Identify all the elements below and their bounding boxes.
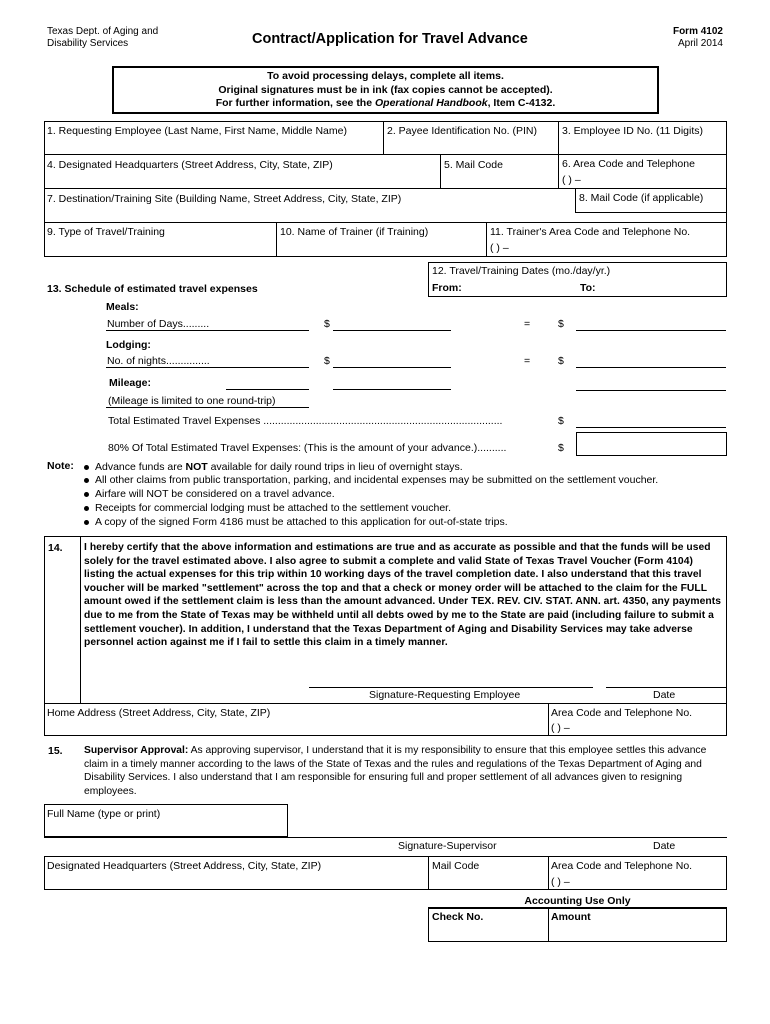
supervisor-signature-line[interactable] [44, 837, 727, 838]
supervisor-signature-label: Signature-Supervisor [398, 840, 497, 852]
meals-dollar: $ [324, 318, 330, 330]
lodging-dollar: $ [324, 355, 330, 367]
eighty-dollar: $ [558, 442, 564, 454]
total-estimated-label: Total Estimated Travel Expenses .................................................................................. [108, 415, 503, 427]
employee-signature-label: Signature-Requesting Employee [369, 689, 521, 701]
lodging-equals: = [524, 355, 531, 367]
notice-line-3: For further information, see the Operational Handbook, Item C-4132. [215, 97, 556, 109]
advance-amount-box[interactable] [576, 432, 727, 456]
home-area-code-field[interactable]: Area Code and Telephone No. [551, 707, 693, 719]
agency-line-1: Texas Dept. of Aging and [47, 26, 159, 37]
check-no-field[interactable]: Check No. [432, 911, 484, 923]
meals-total-dollar: $ [558, 318, 564, 330]
lodging-rate-line[interactable] [333, 367, 451, 368]
field-7-destination[interactable]: 7. Destination/Training Site (Building Name, Street Address, City, State, ZIP) [47, 193, 402, 205]
supervisor-date-label: Date [653, 840, 676, 852]
note-bullet-4: Receipts for commercial lodging must be attached to the settlement voucher. [84, 502, 451, 515]
mileage-total-line[interactable] [576, 390, 726, 391]
notice-line-1: To avoid processing delays, complete all items. [267, 70, 504, 82]
field-6-area-code[interactable]: 6. Area Code and Telephone [562, 158, 695, 170]
field-11-phone[interactable]: ( ) – [490, 242, 509, 254]
field-1-requesting-employee[interactable]: 1. Requesting Employee (Last Name, First Name, Middle Name) [47, 125, 347, 137]
field-2-payee-id[interactable]: 2. Payee Identification No. (PIN) [387, 125, 537, 137]
employee-date-line[interactable] [606, 687, 726, 688]
accounting-title: Accounting Use Only [524, 895, 631, 907]
form-date: April 2014 [677, 38, 723, 49]
certify-number: 14. [48, 542, 63, 554]
notice-line-2: Original signatures must be in ink (fax copies cannot be accepted). [218, 83, 553, 96]
agency-line-2: Disability Services [47, 38, 129, 49]
mileage-rate-line[interactable] [333, 389, 451, 390]
meals-days-label: Number of Days......... [107, 318, 210, 330]
mileage-miles-line[interactable] [226, 389, 309, 390]
note-bullet-5: A copy of the signed Form 4186 must be attached to this application for out-of-state trips. [84, 516, 508, 529]
employee-signature-line[interactable] [309, 687, 593, 688]
notice-box [112, 66, 659, 114]
eighty-percent-label: 80% Of Total Estimated Travel Expenses: (This is the amount of your advance.).......... [108, 442, 507, 454]
field-10-trainer-name[interactable]: 10. Name of Trainer (if Training) [280, 226, 429, 238]
field-3-employee-id[interactable]: 3. Employee ID No. (11 Digits) [562, 125, 704, 137]
lodging-label: Lodging: [106, 339, 151, 351]
meals-label: Meals: [106, 301, 139, 313]
meals-equals: = [524, 318, 531, 330]
note-bullet-1: Advance funds are NOT available for daily round trips in lieu of overnight stays. [84, 461, 463, 474]
note-bullet-3: Airfare will NOT be considered on a travel advance. [84, 488, 335, 501]
supervisor-number: 15. [48, 745, 63, 757]
home-address-field[interactable]: Home Address (Street Address, City, State, ZIP) [47, 707, 271, 719]
meals-total-line[interactable] [576, 330, 726, 331]
note-label: Note: [47, 460, 74, 472]
supervisor-text: Supervisor Approval: As approving supervisor, I understand that it is my responsibility to ensure that this employee settles this advance claim in a timely manner according to the laws of the State of Texas and the rules and regulations of the Texas Department of Aging and Disability Services. I also understand that I am responsible for ensuring full and proper settlement of all advances given to resigning employees. [84, 745, 707, 797]
employee-date-label: Date [653, 689, 676, 701]
supervisor-area-code-field[interactable]: Area Code and Telephone No. [551, 860, 693, 872]
supervisor-hq-field[interactable]: Designated Headquarters (Street Address, City, State, ZIP) [47, 860, 322, 872]
meals-days-line[interactable] [106, 330, 309, 331]
schedule-heading: 13. Schedule of estimated travel expenses [47, 283, 258, 295]
supervisor-phone-field[interactable]: ( ) – [551, 876, 570, 888]
amount-field[interactable]: Amount [551, 911, 591, 923]
note-bullet-2: All other claims from public transportation, parking, and incidental expenses may be submitted on the settlement voucher. [84, 474, 658, 487]
total-estimated-line[interactable] [576, 427, 726, 428]
form-number: Form 4102 [672, 26, 723, 37]
field-12-label: 12. Travel/Training Dates (mo./day/yr.) [432, 265, 611, 277]
field-8-mail-code[interactable]: 8. Mail Code (if applicable) [579, 192, 704, 204]
lodging-total-dollar: $ [558, 355, 564, 367]
lodging-nights-label: No. of nights............... [107, 355, 210, 367]
total-dollar: $ [558, 415, 564, 427]
certify-text: I hereby certify that the above information and estimations are true and as accurate as possible and that the funds will be used solely for the travel estimated above. I also agree to submit a complete and valid State of Texas Travel Voucher (Form 4104) listing the actual expenses for this trip within 10 working days of the travel completion date. I also understand that this travel voucher will be marked "settlement" across the top and that a check or money order will be attached to the claim for the FULL amount owed if the settlement claim is less than the amount advanced. Under TEX. REV. CIV. STAT. ANN. art. 4350, any payments due to me from the State of Texas may be withheld until all debts owed by me to the State are paid (including failure to submit a settlement voucher). In addition, I understand that the Texas Department of Aging and Disability Services may take adverse personnel action against me if I fail to settle this claim in a timely manner. [84, 542, 722, 649]
field-9-type-of-travel[interactable]: 9. Type of Travel/Training [47, 226, 165, 238]
supervisor-mail-code-field[interactable]: Mail Code [432, 860, 480, 872]
form-title: Contract/Application for Travel Advance [252, 31, 528, 47]
field-5-mail-code[interactable]: 5. Mail Code [444, 159, 503, 171]
home-phone-field[interactable]: ( ) – [551, 722, 570, 734]
full-name-label: Full Name (type or print) [47, 808, 161, 820]
field-6-phone[interactable]: ( ) – [562, 174, 581, 186]
field-12-to[interactable]: To: [580, 282, 596, 294]
field-11-trainer-phone[interactable]: 11. Trainer's Area Code and Telephone No. [490, 226, 691, 238]
mileage-note: (Mileage is limited to one round-trip) [108, 395, 276, 407]
mileage-label: Mileage: [109, 377, 152, 389]
lodging-nights-line[interactable] [106, 367, 309, 368]
field-4-designated-hq[interactable]: 4. Designated Headquarters (Street Address, City, State, ZIP) [47, 159, 333, 171]
field-12-from[interactable]: From: [432, 282, 462, 294]
meals-rate-line[interactable] [333, 330, 451, 331]
lodging-total-line[interactable] [576, 367, 726, 368]
